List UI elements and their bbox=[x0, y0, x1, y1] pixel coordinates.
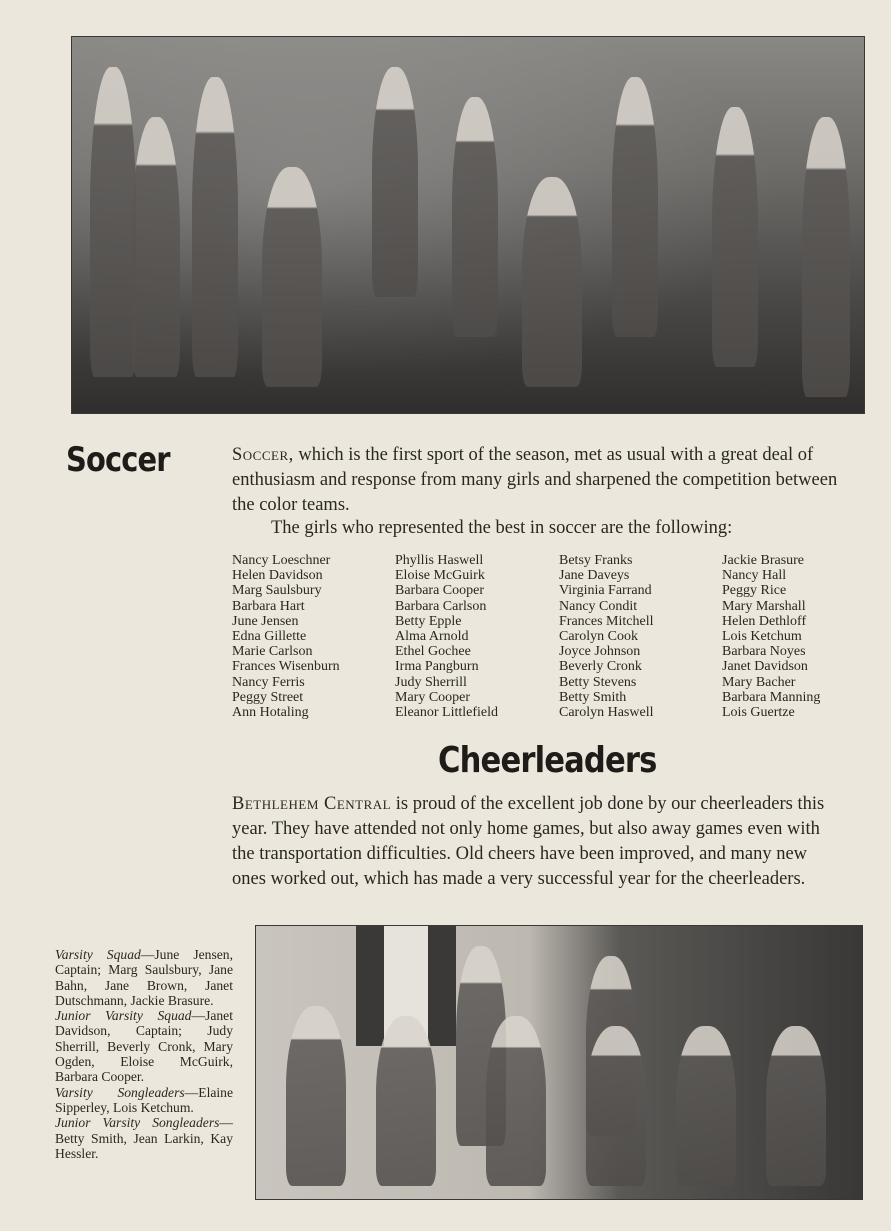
roster-name: Barbara Manning bbox=[722, 689, 821, 705]
roster-name: Frances Wisenburn bbox=[232, 659, 340, 675]
photo-figure bbox=[486, 1016, 546, 1186]
roster-name: Barbara Carlson bbox=[395, 598, 487, 614]
photo-figure bbox=[452, 97, 498, 337]
roster-name: Lois Ketchum bbox=[722, 629, 802, 645]
caption-entry bbox=[55, 1085, 233, 1116]
photo-figure bbox=[802, 117, 850, 397]
caption-label: Varsity Squad bbox=[55, 947, 141, 962]
photo-figure bbox=[612, 77, 658, 337]
roster-name: Marg Saulsbury bbox=[232, 583, 322, 599]
photo-figure bbox=[286, 1006, 346, 1186]
roster-column-3 bbox=[559, 553, 653, 720]
roster-name: Mary Bacher bbox=[722, 674, 796, 690]
photo-figure bbox=[262, 167, 322, 387]
photo-figure bbox=[132, 117, 180, 377]
caption-label: Junior Varsity Songleaders bbox=[55, 1115, 220, 1131]
roster-name: Irma Pangburn bbox=[395, 659, 479, 675]
soccer-paragraph bbox=[232, 443, 842, 518]
cheer-lead: Bethlehem Central bbox=[232, 794, 392, 814]
caption-entry bbox=[55, 1008, 233, 1084]
caption-text: —Elaine Sipperley, Lois Ketchum. bbox=[55, 1084, 233, 1115]
roster-name: Barbara Noyes bbox=[722, 644, 806, 660]
roster-name: Nancy Condit bbox=[559, 598, 638, 614]
roster-name: Eloise McGuirk bbox=[395, 568, 485, 584]
roster-name: Lois Guertze bbox=[722, 705, 795, 721]
soccer-intro: The girls who represented the best in soccer are the following: bbox=[271, 518, 733, 538]
roster-column-4 bbox=[722, 553, 820, 720]
caption-entry bbox=[55, 1115, 233, 1161]
caption-entry bbox=[55, 947, 233, 1008]
photo-figure bbox=[522, 177, 582, 387]
roster-name: Nancy Loeschner bbox=[232, 553, 331, 568]
roster-name: Betty Smith bbox=[559, 689, 627, 705]
caption-text: —Janet Davidson, Captain; Judy Sherrill, Beverly Cronk, Mary Ogden, Eloise McGuirk, Barbara Cooper. bbox=[55, 1008, 233, 1085]
roster-name: Eleanor Littlefield bbox=[395, 705, 499, 721]
roster-name: Betsy Franks bbox=[559, 553, 633, 568]
roster-column-2 bbox=[395, 553, 498, 720]
photo-figure bbox=[376, 1016, 436, 1186]
caption-text: —June Jensen, Captain; Marg Saulsbury, Jane Bahn, Jane Brown, Janet Dutschmann, Jackie Brasure. bbox=[55, 947, 233, 1008]
photo-figure bbox=[372, 67, 418, 297]
soccer-body: which is the first sport of the season, met as usual with a great deal of enthusiasm and response from many girls and sharpened the competition between the color teams. bbox=[232, 445, 838, 515]
roster-name: Marie Carlson bbox=[232, 644, 313, 660]
roster-name: Nancy Hall bbox=[722, 568, 787, 584]
cheer-body: is proud of the excellent job done by our cheerleaders this year. They have attended not only home games, but also away games even with the transportation difficulties. Old cheers have been improved, and many new ones worked out, which has made a very successful year for the cheerleaders. bbox=[232, 794, 825, 889]
roster-name: Barbara Hart bbox=[232, 598, 305, 614]
roster-name: Betty Stevens bbox=[559, 674, 637, 690]
cheerleaders-paragraph bbox=[232, 792, 842, 892]
roster-name: Jane Daveys bbox=[559, 568, 630, 584]
roster-name: Ethel Gochee bbox=[395, 644, 471, 660]
caption-label: Varsity Songleaders bbox=[55, 1084, 185, 1100]
roster-name: Judy Sherrill bbox=[395, 674, 467, 690]
roster-name: Carolyn Cook bbox=[559, 629, 638, 645]
roster-name: Helen Davidson bbox=[232, 568, 323, 584]
roster-name: Joyce Johnson bbox=[559, 644, 641, 660]
roster-name: Mary Cooper bbox=[395, 689, 471, 705]
photo-figure bbox=[90, 67, 136, 377]
roster-name: Mary Marshall bbox=[722, 598, 806, 614]
roster-name: Virginia Farrand bbox=[559, 583, 652, 599]
photo-figure bbox=[676, 1026, 736, 1186]
roster-column-1 bbox=[232, 553, 340, 720]
caption-text: —Betty Smith, Jean Larkin, Kay Hessler. bbox=[55, 1115, 233, 1161]
cheerleaders-heading: Cheerleaders bbox=[438, 740, 657, 781]
soccer-heading: Soccer bbox=[66, 440, 170, 480]
roster-name: Barbara Cooper bbox=[395, 583, 485, 599]
roster-name: Alma Arnold bbox=[395, 629, 469, 645]
roster-name: Beverly Cronk bbox=[559, 659, 642, 675]
soccer-lead: Soccer, bbox=[232, 445, 294, 465]
photo-figure bbox=[766, 1026, 826, 1186]
roster-name: Helen Dethloff bbox=[722, 613, 807, 629]
roster-name: Jackie Brasure bbox=[722, 553, 805, 568]
roster-name: Phyllis Haswell bbox=[395, 553, 484, 568]
roster-name: Janet Davidson bbox=[722, 659, 808, 675]
roster-name: Carolyn Haswell bbox=[559, 705, 654, 721]
roster-name: Edna Gillette bbox=[232, 629, 307, 645]
photo-figure bbox=[192, 77, 238, 377]
cheerleaders-photo bbox=[255, 925, 863, 1200]
caption-label: Junior Varsity Squad bbox=[55, 1008, 192, 1024]
roster-name: Peggy Rice bbox=[722, 583, 787, 599]
roster-name: Ann Hotaling bbox=[232, 705, 309, 721]
roster-name: Betty Epple bbox=[395, 613, 462, 629]
soccer-team-photo bbox=[71, 36, 865, 414]
photo-figure bbox=[586, 1026, 646, 1186]
cheer-caption bbox=[55, 947, 233, 1161]
roster-name: June Jensen bbox=[232, 613, 299, 629]
roster-name: Peggy Street bbox=[232, 689, 304, 705]
roster-name: Nancy Ferris bbox=[232, 674, 305, 690]
roster-name: Frances Mitchell bbox=[559, 613, 654, 629]
photo-figure bbox=[712, 107, 758, 367]
